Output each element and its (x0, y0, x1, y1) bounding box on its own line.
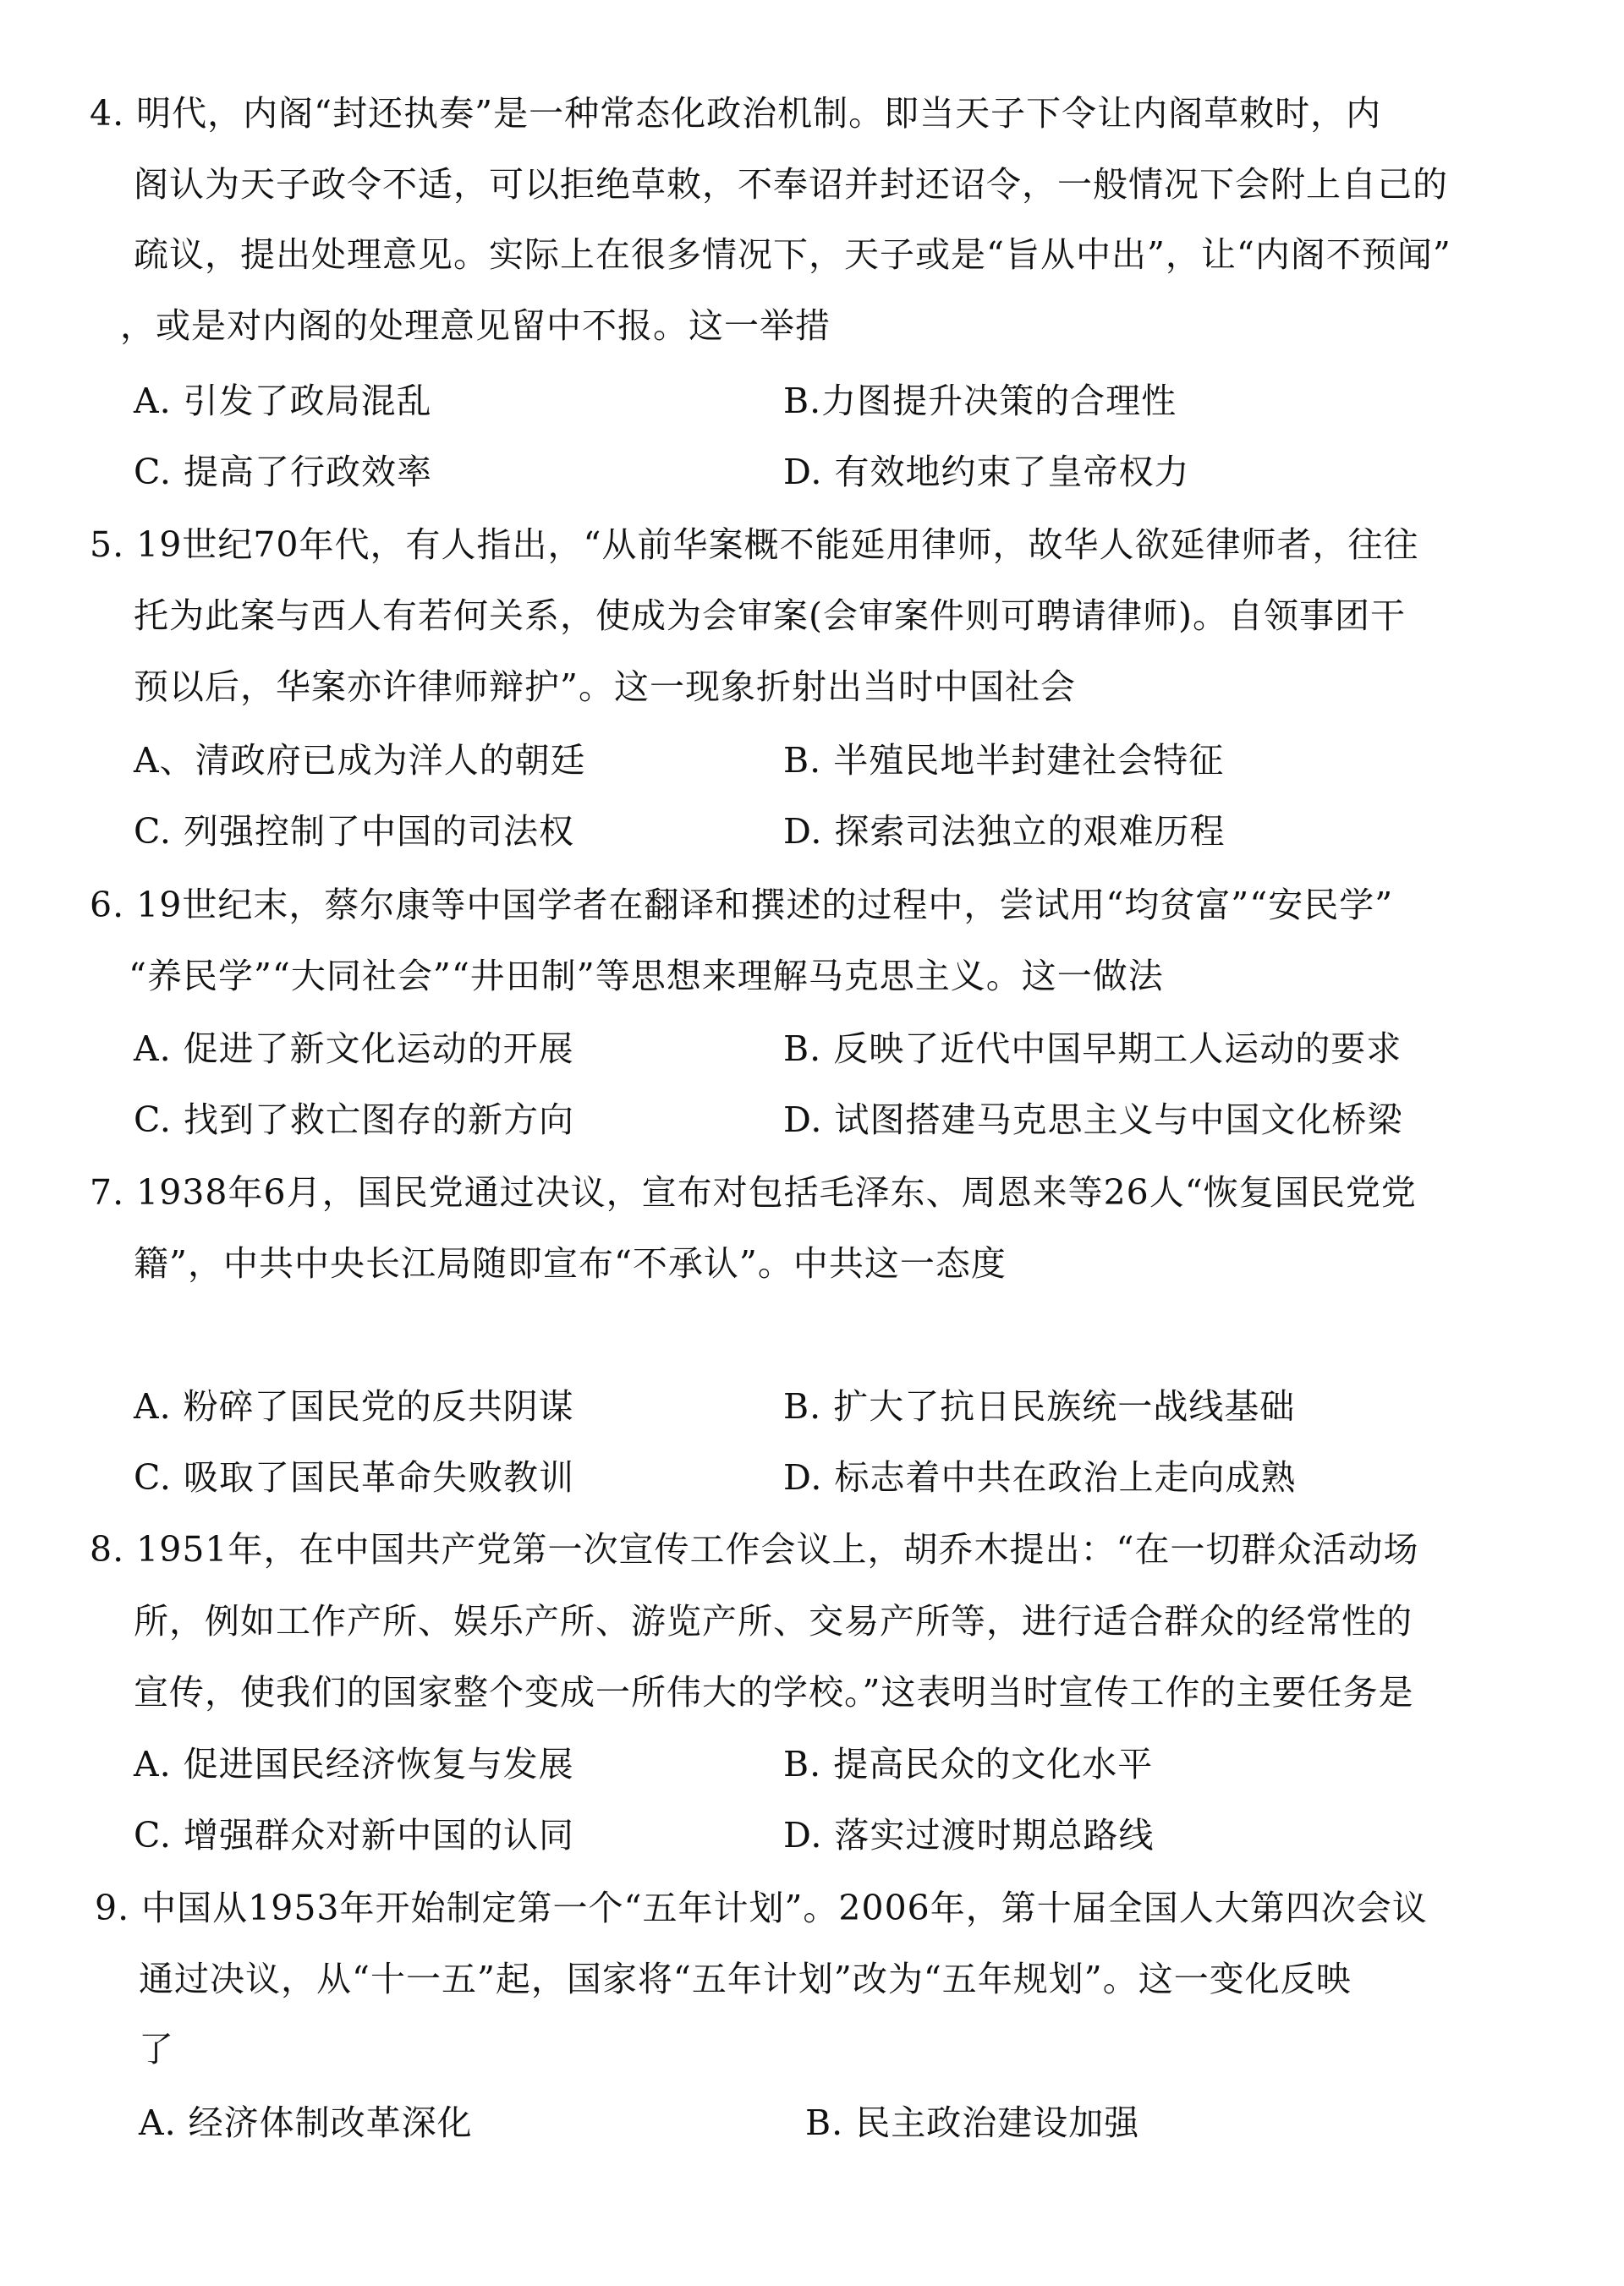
question-4-option-a: A. 引发了政局混乱 (134, 381, 432, 421)
question-7-option-b: B. 扩大了抗日民族统一战线基础 (783, 1386, 1296, 1427)
question-4-line-4: ，或是对内阁的处理意见留中不报。这一举措 (120, 305, 831, 346)
question-7-line-1: 7. 1938年6月，国民党通过决议，宣布对包括毛泽东、周恩来等26人“恢复国民党党 (90, 1172, 1417, 1213)
question-6-option-a: A. 促进了新文化运动的开展 (134, 1028, 574, 1069)
question-8-line-3: 宣传，使我们的国家整个变成一所伟大的学校。”这表明当时宣传工作的主要任务是 (134, 1672, 1414, 1713)
question-8-line-1: 8. 1951年，在中国共产党第一次宣传工作会议上，胡乔木提出：“在一切群众活动场 (90, 1529, 1419, 1570)
question-4-option-c: C. 提高了行政效率 (134, 452, 432, 492)
question-6-option-b: B. 反映了近代中国早期工人运动的要求 (783, 1028, 1402, 1069)
question-5-line-1: 5. 19世纪70年代，有人指出，“从前华案概不能延用律师，故华人欲延律师者，往往 (90, 524, 1419, 565)
question-4-line-1: 4. 明代，内阁“封还执奏”是一种常态化政治机制。即当天子下令让内阁草敕时，内 (90, 93, 1382, 134)
question-9-line-3: 了 (139, 2029, 174, 2069)
question-7-line-2: 籍”，中共中央长江局随即宣布“不承认”。中共这一态度 (134, 1243, 1007, 1284)
question-4-option-d: D. 有效地约束了皇帝权力 (783, 452, 1190, 492)
question-5-line-2: 托为此案与西人有若何关系，使成为会审案(会审案件则可聘请律师)。自领事团干 (134, 595, 1406, 636)
question-5-line-3: 预以后，华案亦许律师辩护”。这一现象折射出当时中国社会 (134, 666, 1076, 707)
question-7-option-d: D. 标志着中共在政治上走向成熟 (783, 1457, 1297, 1498)
question-4-option-b: B.力图提升决策的合理性 (783, 381, 1177, 421)
question-5-option-d: D. 探索司法独立的艰难历程 (783, 811, 1226, 852)
question-9-option-b: B. 民主政治建设加强 (805, 2102, 1140, 2143)
question-5-option-c: C. 列强控制了中国的司法权 (134, 811, 574, 852)
question-5-option-b: B. 半殖民地半封建社会特征 (783, 740, 1225, 781)
question-9-option-a: A. 经济体制改革深化 (139, 2102, 473, 2143)
question-9-line-2: 通过决议，从“十一五”起，国家将“五年计划”改为“五年规划”。这一变化反映 (139, 1959, 1352, 1999)
question-6-line-1: 6. 19世纪末，蔡尔康等中国学者在翻译和撰述的过程中，尝试用“均贫富”“安民学” (90, 885, 1394, 925)
question-7-option-c: C. 吸取了国民革命失败教训 (134, 1457, 574, 1498)
question-5-option-a: A、清政府已成为洋人的朝廷 (134, 740, 586, 781)
question-8-line-2: 所，例如工作产所、娱乐产所、游览产所、交易产所等，进行适合群众的经常性的 (134, 1601, 1413, 1642)
question-8-option-a: A. 促进国民经济恢复与发展 (134, 1744, 574, 1784)
question-8-option-c: C. 增强群众对新中国的认同 (134, 1815, 574, 1856)
question-6-option-c: C. 找到了救亡图存的新方向 (134, 1099, 574, 1140)
question-6-line-2: “养民学”“大同社会”“井田制”等思想来理解马克思主义。这一做法 (129, 956, 1164, 996)
question-4-line-2: 阁认为天子政令不适，可以拒绝草敕，不奉诏并封还诏令，一般情况下会附上自己的 (134, 164, 1448, 205)
question-7-option-a: A. 粉碎了国民党的反共阴谋 (134, 1386, 574, 1427)
question-9-line-1: 9. 中国从1953年开始制定第一个“五年计划”。2006年，第十届全国人大第四次会议 (95, 1888, 1428, 1928)
question-8-option-b: B. 提高民众的文化水平 (783, 1744, 1154, 1784)
question-6-option-d: D. 试图搭建马克思主义与中国文化桥梁 (783, 1099, 1403, 1140)
question-4-line-3: 疏议，提出处理意见。实际上在很多情况下，天子或是“旨从中出”，让“内阁不预闻” (134, 234, 1451, 275)
question-8-option-d: D. 落实过渡时期总路线 (783, 1815, 1155, 1856)
